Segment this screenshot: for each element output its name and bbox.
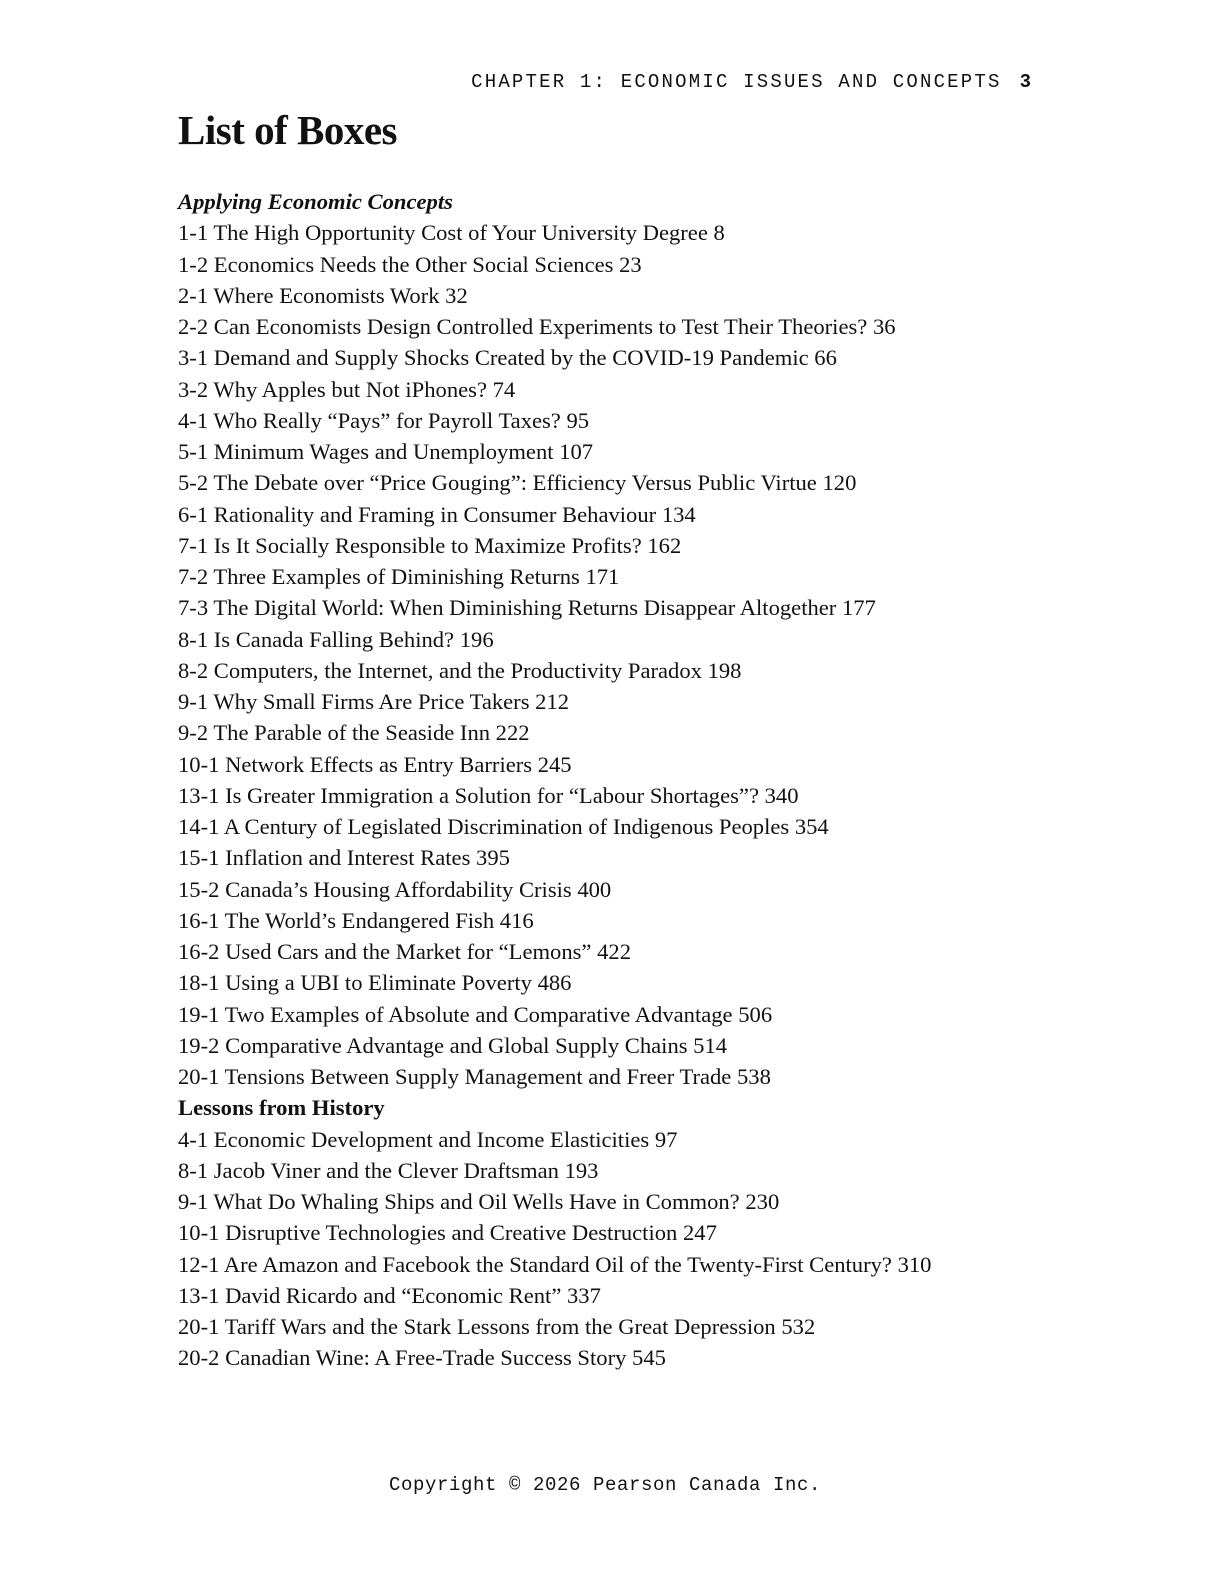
list-item: 20-2 Canadian Wine: A Free-Trade Success Story 545 xyxy=(178,1345,666,1371)
list-item: 15-1 Inflation and Interest Rates 395 xyxy=(178,845,510,871)
list-item: 5-2 The Debate over “Price Gouging”: Efficiency Versus Public Virtue 120 xyxy=(178,470,857,496)
list-item: 7-2 Three Examples of Diminishing Returns 171 xyxy=(178,564,620,589)
list-item: 14-1 A Century of Legislated Discrimination of Indigenous Peoples 354 xyxy=(178,814,829,839)
section-heading: Applying Economic Concepts xyxy=(178,189,453,214)
running-title: CHAPTER 1: ECONOMIC ISSUES AND CONCEPTS xyxy=(471,71,1002,93)
list-item: 8-1 Is Canada Falling Behind? 196 xyxy=(178,626,494,652)
list-item: 9-1 What Do Whaling Ships and Oil Wells Have in Common? 230 xyxy=(178,1189,780,1214)
section-heading: Lessons from History xyxy=(178,1095,385,1121)
running-head xyxy=(471,71,1031,93)
list-item: 16-2 Used Cars and the Market for “Lemons” 422 xyxy=(178,939,632,964)
list-item: 6-1 Rationality and Framing in Consumer Behaviour 134 xyxy=(178,501,696,527)
list-item: 15-2 Canada’s Housing Affordability Crisis 400 xyxy=(178,876,612,902)
list-item: 18-1 Using a UBI to Eliminate Poverty 486 xyxy=(178,970,572,996)
copyright-footer: Copyright © 2026 Pearson Canada Inc. xyxy=(388,1474,822,1496)
list-item: 20-1 Tariff Wars and the Stark Lessons from the Great Depression 532 xyxy=(178,1314,816,1339)
list-item: 7-1 Is It Socially Responsible to Maximize Profits? 162 xyxy=(178,532,682,558)
list-item: 19-1 Two Examples of Absolute and Comparative Advantage 506 xyxy=(178,1001,773,1027)
list-item: 4-1 Economic Development and Income Elasticities 97 xyxy=(178,1126,678,1152)
list-item: 8-2 Computers, the Internet, and the Productivity Paradox 198 xyxy=(178,657,742,683)
page-number: 3 xyxy=(1019,71,1031,93)
page-title: List of Boxes xyxy=(178,107,397,153)
box-list xyxy=(178,1124,1038,1374)
list-item: 4-1 Who Really “Pays” for Payroll Taxes? 95 xyxy=(178,407,590,433)
list-item: 12-1 Are Amazon and Facebook the Standard Oil of the Twenty-First Century? 310 xyxy=(178,1251,932,1277)
box-list xyxy=(178,217,1038,1092)
list-item: 2-1 Where Economists Work 32 xyxy=(178,282,468,308)
list-item: 1-1 The High Opportunity Cost of Your University Degree 8 xyxy=(178,220,725,246)
list-item: 1-2 Economics Needs the Other Social Sciences 23 xyxy=(178,251,642,277)
list-item: 2-2 Can Economists Design Controlled Experiments to Test Their Theories? 36 xyxy=(178,314,896,339)
section-applying-economic-concepts xyxy=(178,186,1038,1092)
list-item: 13-1 David Ricardo and “Economic Rent” 337 xyxy=(178,1282,601,1308)
list-item: 16-1 The World’s Endangered Fish 416 xyxy=(178,907,534,933)
list-item: 19-2 Comparative Advantage and Global Supply Chains 514 xyxy=(178,1032,728,1058)
box-listing xyxy=(178,186,1038,1374)
list-item: 13-1 Is Greater Immigration a Solution for “Labour Shortages”? 340 xyxy=(178,782,799,808)
list-item: 20-1 Tensions Between Supply Management and Freer Trade 538 xyxy=(178,1064,771,1089)
list-item: 8-1 Jacob Viner and the Clever Draftsman 193 xyxy=(178,1157,599,1183)
list-item: 3-2 Why Apples but Not iPhones? 74 xyxy=(178,376,516,402)
list-item: 10-1 Disruptive Technologies and Creative Destruction 247 xyxy=(178,1220,717,1246)
list-item: 7-3 The Digital World: When Diminishing Returns Disappear Altogether 177 xyxy=(178,595,876,621)
list-item: 9-1 Why Small Firms Are Price Takers 212 xyxy=(178,689,570,714)
list-item: 9-2 The Parable of the Seaside Inn 222 xyxy=(178,720,530,746)
list-item: 3-1 Demand and Supply Shocks Created by the COVID-19 Pandemic 66 xyxy=(178,345,837,371)
list-item: 5-1 Minimum Wages and Unemployment 107 xyxy=(178,439,594,464)
section-lessons-from-history xyxy=(178,1092,1038,1373)
list-item: 10-1 Network Effects as Entry Barriers 245 xyxy=(178,751,572,777)
